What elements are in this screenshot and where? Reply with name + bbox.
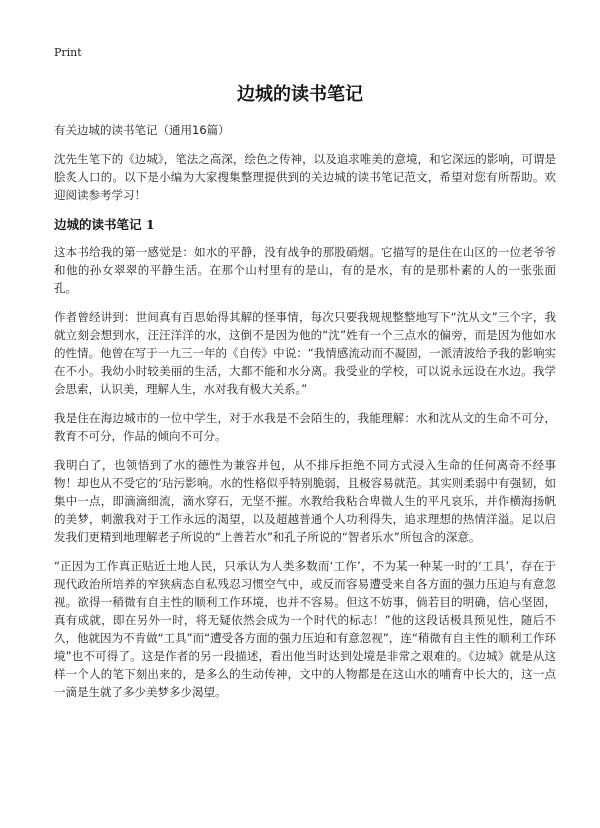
body-paragraph-4: 我明白了，也领悟到了水的德性为兼容并包，从不排斥拒绝不同方式浸入生命的任何离奇不经事物！却也从不受它的‘玷污影响。水的性格似乎特别脆弱，且极容易就范。其实则柔弱中有强韧，如集中一点，即滴滴细流，滴水穿石，无坚不摧。水教给我粘合卑微人生的平凡哀乐，并作横海扬帆的美梦，刺激我对于工作永远的渴望，以及超越普通个人功利得失，追求理想的热情洋溢。足以启发我们更精到地理解老子所说的“上善若水”和孔子所说的“智者乐水”所包含的深意。: [54, 458, 556, 544]
page-title: 边城的读书笔记: [237, 84, 363, 105]
intro-paragraph: 沈先生笔下的《边城》，笔法之高深，绘色之传神，以及追求唯美的意境，和它深远的影响，可谓是脍炙人口的。以下是小编为大家搜集整理提供到的关边城的读书笔记范文，希望对您有所帮助。欢迎阅读参考学习！: [54, 152, 556, 202]
print-link[interactable]: Print: [54, 46, 82, 59]
body-paragraph-2: 作者曾经讲到：世间真有百思始得其解的怪事情，每次只要我规规整整地写下“沈从文”三个字，我就立刻会想到水，汪汪洋洋的水，这倒不是因为他的“沈”姓有一个三点水的偏旁，而是因为他如水的性情。他曾在写于一九三一年的《自传》中说：“我情感流动而不凝固，一派清波给予我的影响实在不小。我幼小时较美丽的生活，大都不能和水分离。我受业的学校，可以说永远设在水边。我学会思索，认识美，理解人生，水对我有极大关系。”: [54, 310, 556, 396]
body-paragraph-1: 这本书给我的第一感觉是：如水的平静，没有战争的那股硝烟。它描写的是住在山区的一位老爷爷和他的孙女翠翠的平静生活。在那个山村里有的是山，有的是水，有的是那朴素的人的一张张面孔。: [54, 245, 556, 295]
document-body: [54, 150, 556, 712]
document-subtitle: 有关边城的读书笔记（通用16篇）: [54, 123, 230, 137]
body-paragraph-5: “正因为工作真正贴近土地人民，只承认为人类多数而‘工作’，不为某一种某一时的‘工具’，存在于现代政治所培养的窄狭病态自私残忍习惯空气中，或反而容易遭受来自各方面的强力压迫与有意忽视。欲得一稍微有自主性的顺利工作环境，也并不容易。但这不妨事，倘若目的明确，信心坚固，真有成就，即在另外一时，将无疑依然会成为一个时代的标志！”他的这段话极具预见性，随后不久，他就因为不肯做“工具”而“遭受各方面的强力压迫和有意忽视”，连“稍微有自主性的顺利工作环境”也不可得了。这是作者的另一段描述，看出他当时达到处境是非常之艰难的。《边城》就是从这样一个人的笔下刻出来的，是多么的生动传神，文中的人物都是在这山水的哺育中长大的，这一点一滴是生就了多少美梦多少渴望。: [54, 559, 556, 699]
section-heading: 边城的读书笔记 1: [54, 217, 155, 232]
body-paragraph-3: 我是住在海边城市的一位中学生，对于水我是不会陌生的，我能理解：水和沈从文的生命不可分，教育不可分，作品的倾向不可分。: [54, 411, 556, 443]
